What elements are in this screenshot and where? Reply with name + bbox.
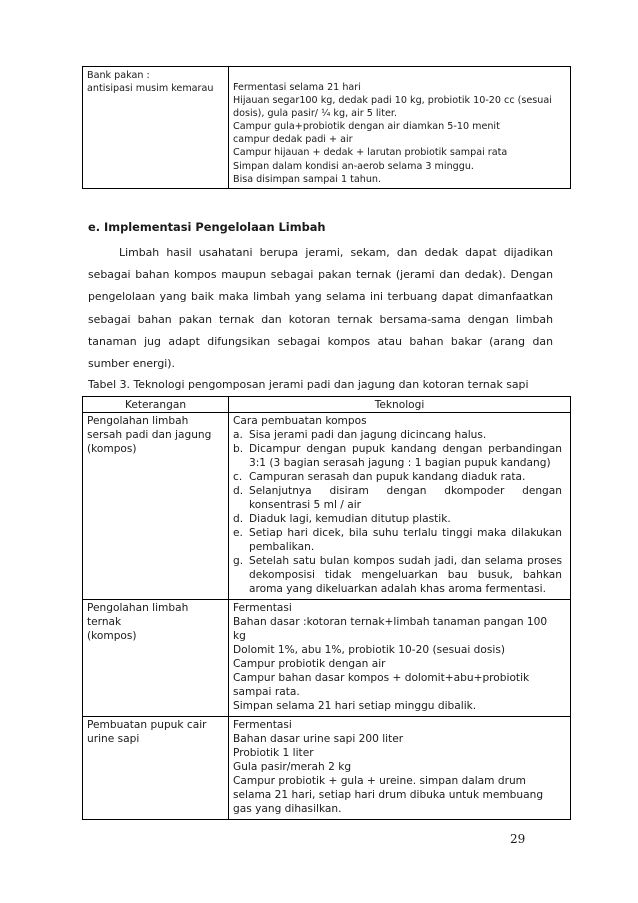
list-marker: d.: [233, 485, 244, 497]
composting-table: [82, 396, 571, 820]
technology-line: Bahan dasar :kotoran ternak+limbah tanaman pangan 100 kg: [233, 616, 548, 642]
list-marker: c.: [233, 471, 243, 483]
technology-line: Campur bahan dasar kompos + dolomit+abu+probiotik sampai rata.: [233, 672, 530, 698]
table-caption: Tabel 3. Teknologi pengomposan jerami padi dan jagung dan kotoran ternak sapi: [88, 378, 529, 391]
list-text: Selanjutnya disiram dengan dkompoder dengan konsentrasi 5 ml / air: [249, 485, 562, 511]
row-label-line: Pembuatan pupuk cair: [87, 719, 207, 731]
bank-content-line: Simpan dalam kondisi an-aerob selama 3 minggu.: [233, 160, 474, 172]
list-text: Dicampur dengan pupuk kandang dengan perbandingan 3:1 (3 bagian serasah jagung : 1 bagian pupuk kandang): [249, 443, 562, 469]
bank-content-line: Fermentasi selama 21 hari: [233, 82, 361, 93]
list-item: [233, 484, 562, 512]
bank-content-line: Hijauan segar100 kg, dedak padi 10 kg, probiotik 10-20 cc (sesuai dosis), gula pasir/ ¼ kg, air 5 liter.: [233, 95, 552, 120]
technology-line: Gula pasir/merah 2 kg: [233, 761, 352, 773]
row-technology-cell: [229, 717, 571, 820]
list-marker: a.: [233, 429, 243, 441]
list-marker: g.: [233, 555, 244, 567]
table-header-row: [83, 397, 571, 413]
technology-line: Bahan dasar urine sapi 200 liter: [233, 733, 404, 745]
technology-line: Simpan selama 21 hari setiap minggu dibalik.: [233, 700, 477, 712]
bank-content-line: Bisa disimpan sampai 1 tahun.: [233, 173, 382, 185]
table-row: [83, 413, 571, 600]
bank-content-cell: [229, 67, 571, 189]
list-item: [233, 554, 562, 596]
bank-content-line: Campur hijauan + dedak + larutan probiotik sampai rata: [233, 147, 508, 159]
list-item: [233, 442, 562, 470]
list-item: [233, 470, 562, 484]
column-header-teknologi: Teknologi: [229, 397, 571, 413]
list-marker: d.: [233, 513, 244, 525]
row-technology-cell: [229, 413, 571, 600]
list-marker: e.: [233, 527, 243, 539]
section-heading: e. Implementasi Pengelolaan Limbah: [88, 220, 326, 234]
paragraph-text: Limbah hasil usahatani berupa jerami, sekam, dan dedak dapat dijadikan sebagai bahan kompos maupun sebagai pakan ternak (jerami dan dedak). Dengan pengelolaan yang baik maka limbah yang selama ini terbuang dapat dimanfaatkan sebagai bahan pakan ternak dan kotoran ternak bersama-sama dengan limbah tanaman jug adapt difungsikan sebagai kompos atau bahan bakar (arang dan sumber energi).: [88, 246, 553, 371]
technology-line: Fermentasi: [233, 602, 292, 614]
list-item: [233, 526, 562, 554]
list-text: Campuran serasah dan pupuk kandang diaduk rata.: [249, 471, 526, 483]
row-technology-cell: [229, 600, 571, 717]
technology-line: Probiotik 1 liter: [233, 747, 314, 759]
row-label-line: sersah padi dan jagung: [87, 429, 212, 441]
row-label-cell: [83, 717, 229, 820]
list-text: Setelah satu bulan kompos sudah jadi, dan selama proses dekomposisi tidak mengeluarkan bau busuk, bahkan aroma yang dikeluarkan adalah khas aroma fermentasi.: [249, 555, 562, 595]
technology-line: Fermentasi: [233, 719, 292, 731]
table-row: [83, 600, 571, 717]
row-label-line: Pengolahan limbah ternak: [87, 602, 189, 628]
bank-content-line: campur dedak padi + air: [233, 134, 353, 146]
row-label-line: Pengolahan limbah: [87, 415, 189, 427]
row-label-cell: [83, 413, 229, 600]
bank-label-cell: [83, 67, 229, 189]
column-header-keterangan: Keterangan: [83, 397, 229, 413]
bank-label-line: antisipasi musim kemarau: [87, 83, 214, 95]
page-number: 29: [510, 832, 526, 846]
list-item: [233, 512, 562, 526]
table-row: [83, 717, 571, 820]
row-label-cell: [83, 600, 229, 717]
technology-intro: Cara pembuatan kompos: [233, 415, 367, 427]
list-text: Setiap hari dicek, bila suhu terlalu tinggi maka dilakukan pembalikan.: [249, 527, 562, 553]
technology-line: Dolomit 1%, abu 1%, probiotik 10-20 (sesuai dosis): [233, 644, 505, 656]
body-paragraph: [88, 242, 553, 375]
technology-line: Campur probiotik + gula + ureine. simpan dalam drum selama 21 hari, setiap hari drum dibuka untuk membuang gas yang dihasilkan.: [233, 775, 544, 815]
bank-pakan-table: [82, 66, 571, 189]
list-text: Sisa jerami padi dan jagung dicincang halus.: [249, 429, 487, 441]
table-row: [83, 67, 571, 189]
list-item: [233, 428, 562, 442]
bank-content-line: Campur gula+probiotik dengan air diamkan 5-10 menit: [233, 121, 500, 133]
row-label-line: (kompos): [87, 630, 137, 642]
technology-line: Campur probiotik dengan air: [233, 658, 386, 670]
row-label-line: urine sapi: [87, 733, 140, 745]
row-label-line: (kompos): [87, 443, 137, 455]
list-text: Diaduk lagi, kemudian ditutup plastik.: [249, 513, 451, 525]
list-marker: b.: [233, 443, 244, 455]
bank-label-line: Bank pakan :: [87, 70, 150, 81]
